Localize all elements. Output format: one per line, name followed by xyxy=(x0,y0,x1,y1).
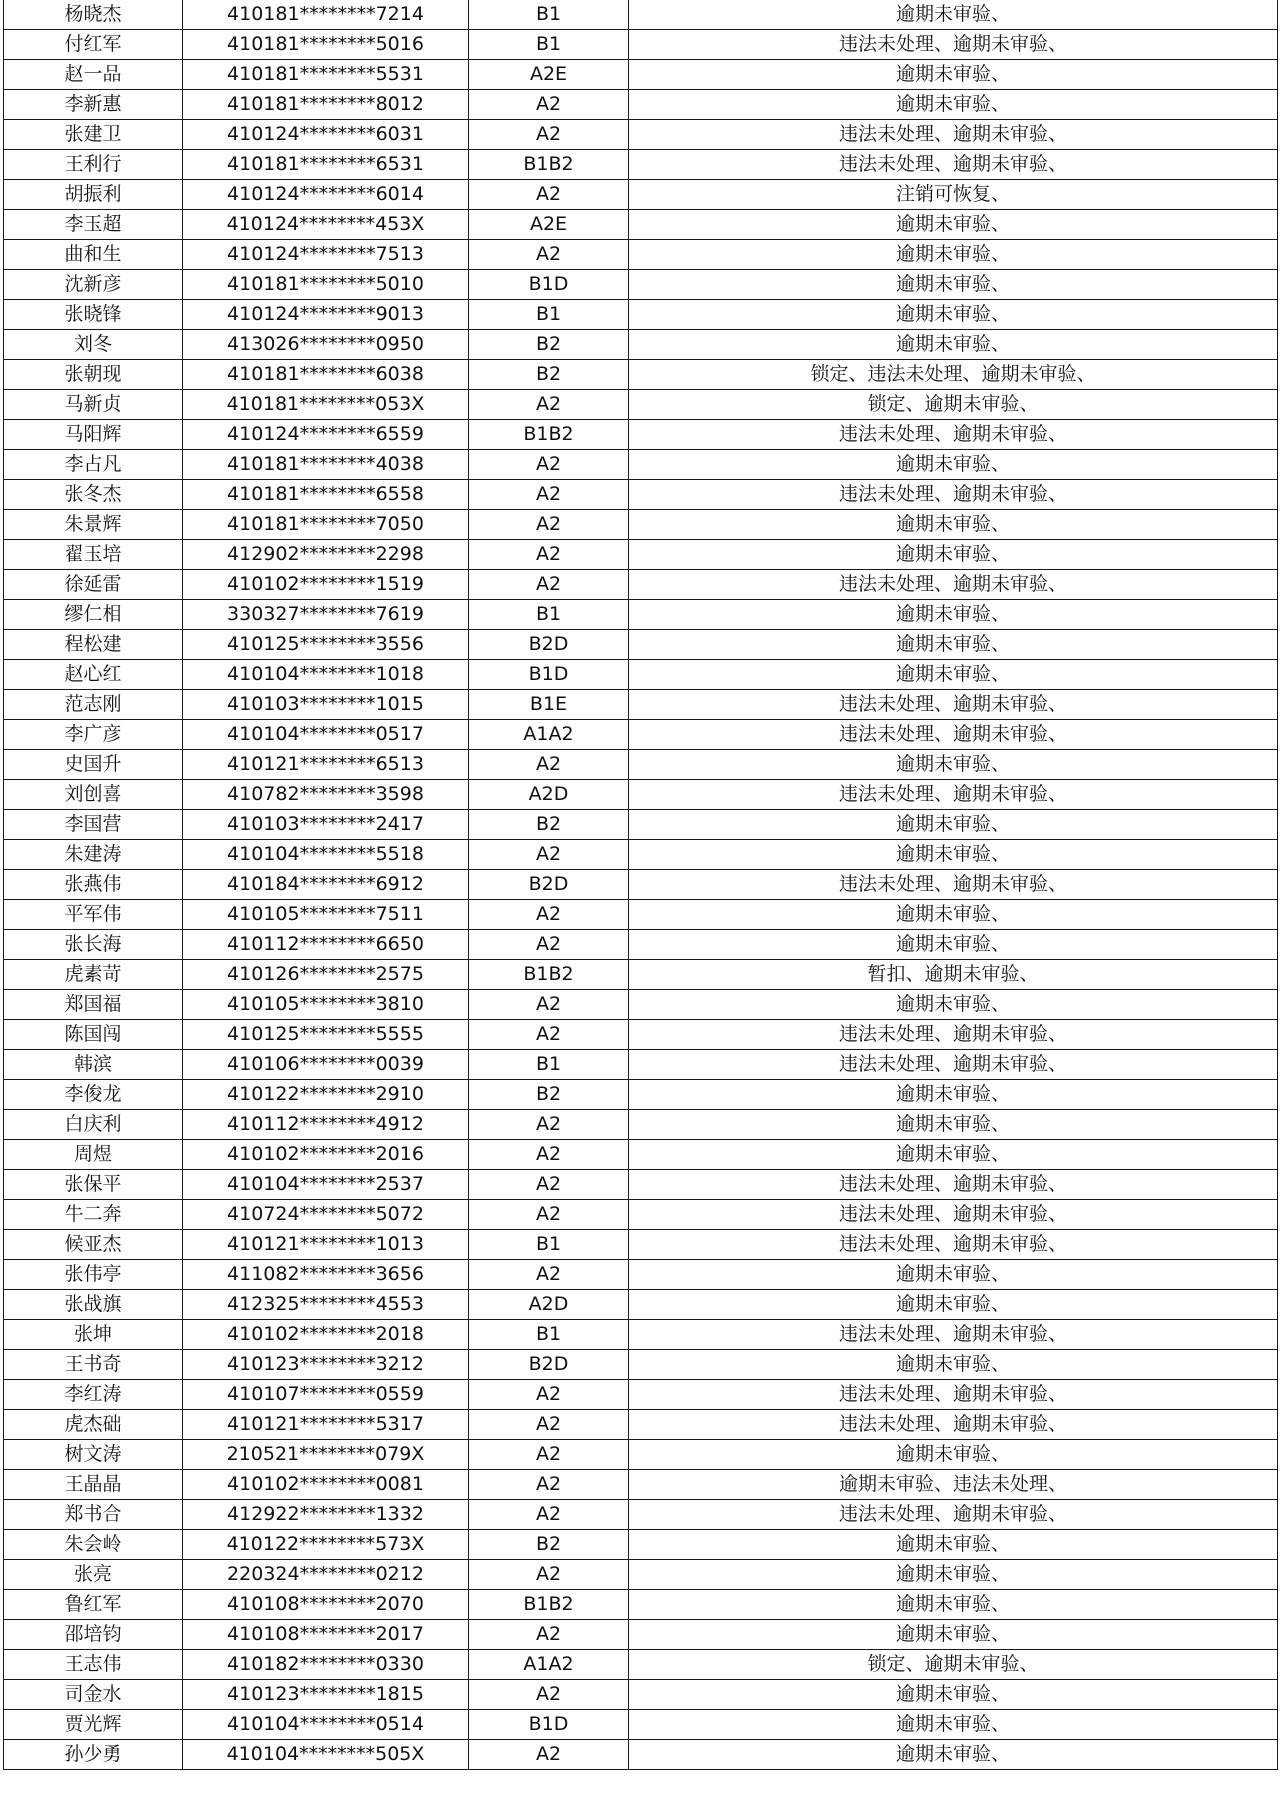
table-row xyxy=(4,570,1278,600)
license-class-cell: A2D xyxy=(469,780,629,810)
license-class-cell: A2 xyxy=(469,1500,629,1530)
license-class-cell: A2 xyxy=(469,240,629,270)
table-row xyxy=(4,1170,1278,1200)
license-class-cell: B1 xyxy=(469,0,629,30)
name-cell: 鲁红军 xyxy=(4,1590,183,1620)
license-class-cell: A2 xyxy=(469,1470,629,1500)
table-row xyxy=(4,330,1278,360)
id-number-cell: 410124********7513 xyxy=(183,240,469,270)
status-cell: 逾期未审验、 xyxy=(629,900,1278,930)
id-number-cell: 410181********6038 xyxy=(183,360,469,390)
status-cell: 逾期未审验、 xyxy=(629,510,1278,540)
license-class-cell: A2 xyxy=(469,180,629,210)
status-cell: 逾期未审验、 xyxy=(629,810,1278,840)
status-cell: 违法未处理、逾期未审验、 xyxy=(629,1050,1278,1080)
license-class-cell: A2 xyxy=(469,90,629,120)
status-cell: 违法未处理、逾期未审验、 xyxy=(629,870,1278,900)
id-number-cell: 410104********505X xyxy=(183,1740,469,1770)
license-class-cell: B1 xyxy=(469,1230,629,1260)
id-number-cell: 410104********0514 xyxy=(183,1710,469,1740)
status-cell: 违法未处理、逾期未审验、 xyxy=(629,1200,1278,1230)
license-class-cell: A2 xyxy=(469,1410,629,1440)
id-number-cell: 410124********6031 xyxy=(183,120,469,150)
status-cell: 逾期未审验、 xyxy=(629,1440,1278,1470)
name-cell: 虎素苛 xyxy=(4,960,183,990)
status-cell: 逾期未审验、 xyxy=(629,1590,1278,1620)
status-cell: 违法未处理、逾期未审验、 xyxy=(629,1020,1278,1050)
license-class-cell: A2D xyxy=(469,1290,629,1320)
table-row xyxy=(4,1200,1278,1230)
table-row xyxy=(4,870,1278,900)
license-class-cell: B1 xyxy=(469,600,629,630)
status-cell: 逾期未审验、 xyxy=(629,1680,1278,1710)
table-row xyxy=(4,1380,1278,1410)
name-cell: 虎杰础 xyxy=(4,1410,183,1440)
id-number-cell: 410102********2016 xyxy=(183,1140,469,1170)
id-number-cell: 410121********5317 xyxy=(183,1410,469,1440)
id-number-cell: 410104********2537 xyxy=(183,1170,469,1200)
id-number-cell: 410181********4038 xyxy=(183,450,469,480)
id-number-cell: 410123********3212 xyxy=(183,1350,469,1380)
id-number-cell: 220324********0212 xyxy=(183,1560,469,1590)
id-number-cell: 410108********2070 xyxy=(183,1590,469,1620)
id-number-cell: 330327********7619 xyxy=(183,600,469,630)
status-cell: 锁定、逾期未审验、 xyxy=(629,1650,1278,1680)
id-number-cell: 410181********7214 xyxy=(183,0,469,30)
id-number-cell: 410181********5016 xyxy=(183,30,469,60)
license-class-cell: A2 xyxy=(469,1620,629,1650)
name-cell: 徐延雷 xyxy=(4,570,183,600)
status-cell: 逾期未审验、 xyxy=(629,210,1278,240)
name-cell: 杨晓杰 xyxy=(4,0,183,30)
status-cell: 逾期未审验、 xyxy=(629,90,1278,120)
id-number-cell: 410103********2417 xyxy=(183,810,469,840)
status-cell: 违法未处理、逾期未审验、 xyxy=(629,150,1278,180)
table-row xyxy=(4,840,1278,870)
name-cell: 翟玉培 xyxy=(4,540,183,570)
status-cell: 逾期未审验、 xyxy=(629,930,1278,960)
license-class-cell: A2 xyxy=(469,750,629,780)
status-cell: 违法未处理、逾期未审验、 xyxy=(629,480,1278,510)
license-class-cell: B1 xyxy=(469,1050,629,1080)
status-cell: 锁定、违法未处理、逾期未审验、 xyxy=(629,360,1278,390)
status-cell: 违法未处理、逾期未审验、 xyxy=(629,30,1278,60)
id-number-cell: 410181********5531 xyxy=(183,60,469,90)
table-row xyxy=(4,360,1278,390)
table-row xyxy=(4,1500,1278,1530)
license-class-cell: A2 xyxy=(469,450,629,480)
id-number-cell: 410103********1015 xyxy=(183,690,469,720)
id-number-cell: 410122********2910 xyxy=(183,1080,469,1110)
table-row xyxy=(4,1740,1278,1770)
id-number-cell: 410105********7511 xyxy=(183,900,469,930)
license-class-cell: A2 xyxy=(469,120,629,150)
table-row xyxy=(4,480,1278,510)
name-cell: 付红军 xyxy=(4,30,183,60)
license-class-cell: B1B2 xyxy=(469,1590,629,1620)
table-row xyxy=(4,1020,1278,1050)
name-cell: 张燕伟 xyxy=(4,870,183,900)
table-row xyxy=(4,1320,1278,1350)
name-cell: 程松建 xyxy=(4,630,183,660)
license-class-cell: A1A2 xyxy=(469,1650,629,1680)
name-cell: 树文涛 xyxy=(4,1440,183,1470)
name-cell: 候亚杰 xyxy=(4,1230,183,1260)
license-class-cell: A2 xyxy=(469,1680,629,1710)
name-cell: 王利行 xyxy=(4,150,183,180)
name-cell: 牛二奔 xyxy=(4,1200,183,1230)
id-number-cell: 410181********6531 xyxy=(183,150,469,180)
status-cell: 逾期未审验、 xyxy=(629,1740,1278,1770)
status-cell: 违法未处理、逾期未审验、 xyxy=(629,1380,1278,1410)
status-cell: 违法未处理、逾期未审验、 xyxy=(629,720,1278,750)
name-cell: 朱建涛 xyxy=(4,840,183,870)
status-cell: 逾期未审验、 xyxy=(629,1260,1278,1290)
name-cell: 史国升 xyxy=(4,750,183,780)
license-class-cell: B2 xyxy=(469,330,629,360)
table-row xyxy=(4,690,1278,720)
license-class-cell: A2 xyxy=(469,510,629,540)
table-row xyxy=(4,90,1278,120)
table-row xyxy=(4,540,1278,570)
table-row xyxy=(4,1080,1278,1110)
status-cell: 逾期未审验、 xyxy=(629,1110,1278,1140)
license-class-cell: A2 xyxy=(469,540,629,570)
status-cell: 逾期未审验、 xyxy=(629,0,1278,30)
name-cell: 张长海 xyxy=(4,930,183,960)
license-class-cell: A2 xyxy=(469,1740,629,1770)
status-cell: 违法未处理、逾期未审验、 xyxy=(629,690,1278,720)
id-number-cell: 412922********1332 xyxy=(183,1500,469,1530)
table-row xyxy=(4,1440,1278,1470)
id-number-cell: 410181********6558 xyxy=(183,480,469,510)
id-number-cell: 410104********0517 xyxy=(183,720,469,750)
table-row xyxy=(4,1590,1278,1620)
license-class-cell: A2E xyxy=(469,60,629,90)
id-number-cell: 410181********5010 xyxy=(183,270,469,300)
name-cell: 马阳辉 xyxy=(4,420,183,450)
status-cell: 逾期未审验、 xyxy=(629,60,1278,90)
table-row xyxy=(4,810,1278,840)
table-row xyxy=(4,60,1278,90)
status-cell: 逾期未审验、 xyxy=(629,1290,1278,1320)
table-row xyxy=(4,30,1278,60)
license-class-cell: B2 xyxy=(469,810,629,840)
id-number-cell: 410126********2575 xyxy=(183,960,469,990)
status-cell: 逾期未审验、 xyxy=(629,1080,1278,1110)
status-cell: 逾期未审验、 xyxy=(629,270,1278,300)
status-cell: 违法未处理、逾期未审验、 xyxy=(629,1410,1278,1440)
name-cell: 邵培钧 xyxy=(4,1620,183,1650)
id-number-cell: 410102********2018 xyxy=(183,1320,469,1350)
id-number-cell: 410112********6650 xyxy=(183,930,469,960)
table-row xyxy=(4,1350,1278,1380)
license-class-cell: A2 xyxy=(469,1200,629,1230)
license-class-cell: A2 xyxy=(469,900,629,930)
id-number-cell: 410125********5555 xyxy=(183,1020,469,1050)
status-cell: 逾期未审验、违法未处理、 xyxy=(629,1470,1278,1500)
name-cell: 陈国闯 xyxy=(4,1020,183,1050)
table-row xyxy=(4,150,1278,180)
license-class-cell: A2 xyxy=(469,570,629,600)
table-row xyxy=(4,750,1278,780)
status-cell: 逾期未审验、 xyxy=(629,600,1278,630)
license-class-cell: A2 xyxy=(469,1380,629,1410)
status-cell: 逾期未审验、 xyxy=(629,660,1278,690)
status-cell: 逾期未审验、 xyxy=(629,1140,1278,1170)
name-cell: 郑书合 xyxy=(4,1500,183,1530)
id-number-cell: 412325********4553 xyxy=(183,1290,469,1320)
status-cell: 逾期未审验、 xyxy=(629,240,1278,270)
name-cell: 马新贞 xyxy=(4,390,183,420)
id-number-cell: 410121********6513 xyxy=(183,750,469,780)
license-class-cell: A2 xyxy=(469,1140,629,1170)
id-number-cell: 410104********5518 xyxy=(183,840,469,870)
status-cell: 注销可恢复、 xyxy=(629,180,1278,210)
table-row xyxy=(4,1680,1278,1710)
id-number-cell: 410102********1519 xyxy=(183,570,469,600)
name-cell: 孙少勇 xyxy=(4,1740,183,1770)
status-cell: 违法未处理、逾期未审验、 xyxy=(629,1320,1278,1350)
name-cell: 王志伟 xyxy=(4,1650,183,1680)
name-cell: 王书奇 xyxy=(4,1350,183,1380)
license-class-cell: B1D xyxy=(469,1710,629,1740)
id-number-cell: 410121********1013 xyxy=(183,1230,469,1260)
table-row xyxy=(4,390,1278,420)
license-class-cell: B1D xyxy=(469,660,629,690)
table-row xyxy=(4,0,1278,30)
table-row xyxy=(4,1260,1278,1290)
name-cell: 郑国福 xyxy=(4,990,183,1020)
name-cell: 范志刚 xyxy=(4,690,183,720)
table-row xyxy=(4,1530,1278,1560)
license-class-cell: B1 xyxy=(469,1320,629,1350)
table-row xyxy=(4,210,1278,240)
name-cell: 李俊龙 xyxy=(4,1080,183,1110)
table-row xyxy=(4,600,1278,630)
table-row xyxy=(4,660,1278,690)
license-class-cell: B2 xyxy=(469,1080,629,1110)
license-class-cell: A2 xyxy=(469,930,629,960)
name-cell: 张伟亭 xyxy=(4,1260,183,1290)
status-cell: 逾期未审验、 xyxy=(629,1530,1278,1560)
name-cell: 张亮 xyxy=(4,1560,183,1590)
name-cell: 朱会岭 xyxy=(4,1530,183,1560)
name-cell: 王晶晶 xyxy=(4,1470,183,1500)
name-cell: 刘创喜 xyxy=(4,780,183,810)
table-row xyxy=(4,630,1278,660)
id-number-cell: 413026********0950 xyxy=(183,330,469,360)
table-row xyxy=(4,720,1278,750)
status-cell: 逾期未审验、 xyxy=(629,300,1278,330)
name-cell: 平军伟 xyxy=(4,900,183,930)
status-cell: 逾期未审验、 xyxy=(629,1710,1278,1740)
status-cell: 逾期未审验、 xyxy=(629,1350,1278,1380)
status-cell: 逾期未审验、 xyxy=(629,750,1278,780)
table-row xyxy=(4,300,1278,330)
id-number-cell: 410122********573X xyxy=(183,1530,469,1560)
name-cell: 曲和生 xyxy=(4,240,183,270)
name-cell: 张战旗 xyxy=(4,1290,183,1320)
license-class-cell: A2 xyxy=(469,390,629,420)
id-number-cell: 412902********2298 xyxy=(183,540,469,570)
id-number-cell: 410782********3598 xyxy=(183,780,469,810)
name-cell: 张冬杰 xyxy=(4,480,183,510)
id-number-cell: 410112********4912 xyxy=(183,1110,469,1140)
status-cell: 违法未处理、逾期未审验、 xyxy=(629,1170,1278,1200)
table-row xyxy=(4,240,1278,270)
table-row xyxy=(4,1110,1278,1140)
id-number-cell: 410123********1815 xyxy=(183,1680,469,1710)
license-class-cell: B1 xyxy=(469,30,629,60)
license-class-cell: B1E xyxy=(469,690,629,720)
table-row xyxy=(4,780,1278,810)
name-cell: 李广彦 xyxy=(4,720,183,750)
table-row xyxy=(4,1710,1278,1740)
id-number-cell: 410184********6912 xyxy=(183,870,469,900)
license-class-cell: B2D xyxy=(469,870,629,900)
id-number-cell: 411082********3656 xyxy=(183,1260,469,1290)
table-row xyxy=(4,450,1278,480)
license-class-cell: B1 xyxy=(469,300,629,330)
license-class-cell: A2 xyxy=(469,1020,629,1050)
id-number-cell: 210521********079X xyxy=(183,1440,469,1470)
license-class-cell: A1A2 xyxy=(469,720,629,750)
name-cell: 李新惠 xyxy=(4,90,183,120)
status-cell: 违法未处理、逾期未审验、 xyxy=(629,1230,1278,1260)
license-class-cell: B2D xyxy=(469,630,629,660)
status-cell: 逾期未审验、 xyxy=(629,630,1278,660)
name-cell: 张保平 xyxy=(4,1170,183,1200)
status-cell: 暂扣、逾期未审验、 xyxy=(629,960,1278,990)
id-number-cell: 410124********453X xyxy=(183,210,469,240)
status-cell: 逾期未审验、 xyxy=(629,990,1278,1020)
license-class-cell: A2 xyxy=(469,990,629,1020)
license-class-cell: A2 xyxy=(469,1560,629,1590)
id-number-cell: 410181********8012 xyxy=(183,90,469,120)
id-number-cell: 410124********6014 xyxy=(183,180,469,210)
table-row xyxy=(4,1140,1278,1170)
table-row xyxy=(4,1470,1278,1500)
license-class-cell: B1B2 xyxy=(469,150,629,180)
id-number-cell: 410724********5072 xyxy=(183,1200,469,1230)
id-number-cell: 410182********0330 xyxy=(183,1650,469,1680)
license-class-cell: B2 xyxy=(469,1530,629,1560)
name-cell: 沈新彦 xyxy=(4,270,183,300)
table-row xyxy=(4,900,1278,930)
status-cell: 违法未处理、逾期未审验、 xyxy=(629,120,1278,150)
id-number-cell: 410181********7050 xyxy=(183,510,469,540)
table-row xyxy=(4,420,1278,450)
status-cell: 逾期未审验、 xyxy=(629,840,1278,870)
name-cell: 张建卫 xyxy=(4,120,183,150)
license-class-cell: B1B2 xyxy=(469,420,629,450)
license-class-cell: B2 xyxy=(469,360,629,390)
table-row xyxy=(4,1560,1278,1590)
name-cell: 朱景辉 xyxy=(4,510,183,540)
table-row xyxy=(4,930,1278,960)
name-cell: 贾光辉 xyxy=(4,1710,183,1740)
table-row xyxy=(4,990,1278,1020)
table-row xyxy=(4,510,1278,540)
status-cell: 逾期未审验、 xyxy=(629,1620,1278,1650)
table-row xyxy=(4,270,1278,300)
name-cell: 张朝现 xyxy=(4,360,183,390)
id-number-cell: 410124********6559 xyxy=(183,420,469,450)
name-cell: 张坤 xyxy=(4,1320,183,1350)
name-cell: 李国营 xyxy=(4,810,183,840)
status-cell: 逾期未审验、 xyxy=(629,330,1278,360)
table-row xyxy=(4,960,1278,990)
name-cell: 刘冬 xyxy=(4,330,183,360)
table-row xyxy=(4,1290,1278,1320)
status-cell: 逾期未审验、 xyxy=(629,450,1278,480)
name-cell: 韩滨 xyxy=(4,1050,183,1080)
status-cell: 违法未处理、逾期未审验、 xyxy=(629,780,1278,810)
name-cell: 李红涛 xyxy=(4,1380,183,1410)
license-class-cell: A2 xyxy=(469,1110,629,1140)
name-cell: 司金水 xyxy=(4,1680,183,1710)
table-row xyxy=(4,1650,1278,1680)
table-row xyxy=(4,1050,1278,1080)
license-class-cell: A2E xyxy=(469,210,629,240)
name-cell: 赵一品 xyxy=(4,60,183,90)
name-cell: 白庆利 xyxy=(4,1110,183,1140)
table-row xyxy=(4,1230,1278,1260)
status-cell: 违法未处理、逾期未审验、 xyxy=(629,1500,1278,1530)
license-class-cell: B2D xyxy=(469,1350,629,1380)
name-cell: 李占凡 xyxy=(4,450,183,480)
table-row xyxy=(4,1620,1278,1650)
license-class-cell: A2 xyxy=(469,840,629,870)
name-cell: 胡振利 xyxy=(4,180,183,210)
id-number-cell: 410106********0039 xyxy=(183,1050,469,1080)
license-class-cell: A2 xyxy=(469,1440,629,1470)
name-cell: 李玉超 xyxy=(4,210,183,240)
table-row xyxy=(4,180,1278,210)
license-class-cell: B1D xyxy=(469,270,629,300)
id-number-cell: 410107********0559 xyxy=(183,1380,469,1410)
status-cell: 逾期未审验、 xyxy=(629,540,1278,570)
license-class-cell: A2 xyxy=(469,1260,629,1290)
id-number-cell: 410104********1018 xyxy=(183,660,469,690)
name-cell: 缪仁相 xyxy=(4,600,183,630)
name-cell: 赵心红 xyxy=(4,660,183,690)
status-cell: 逾期未审验、 xyxy=(629,1560,1278,1590)
name-cell: 张晓锋 xyxy=(4,300,183,330)
license-class-cell: B1B2 xyxy=(469,960,629,990)
license-status-table xyxy=(3,0,1278,1770)
status-cell: 锁定、逾期未审验、 xyxy=(629,390,1278,420)
status-cell: 违法未处理、逾期未审验、 xyxy=(629,570,1278,600)
table-body xyxy=(4,0,1278,1770)
id-number-cell: 410124********9013 xyxy=(183,300,469,330)
license-class-cell: A2 xyxy=(469,480,629,510)
status-cell: 违法未处理、逾期未审验、 xyxy=(629,420,1278,450)
license-class-cell: A2 xyxy=(469,1170,629,1200)
id-number-cell: 410102********0081 xyxy=(183,1470,469,1500)
id-number-cell: 410125********3556 xyxy=(183,630,469,660)
id-number-cell: 410108********2017 xyxy=(183,1620,469,1650)
table-row xyxy=(4,120,1278,150)
id-number-cell: 410105********3810 xyxy=(183,990,469,1020)
table-row xyxy=(4,1410,1278,1440)
id-number-cell: 410181********053X xyxy=(183,390,469,420)
name-cell: 周煜 xyxy=(4,1140,183,1170)
